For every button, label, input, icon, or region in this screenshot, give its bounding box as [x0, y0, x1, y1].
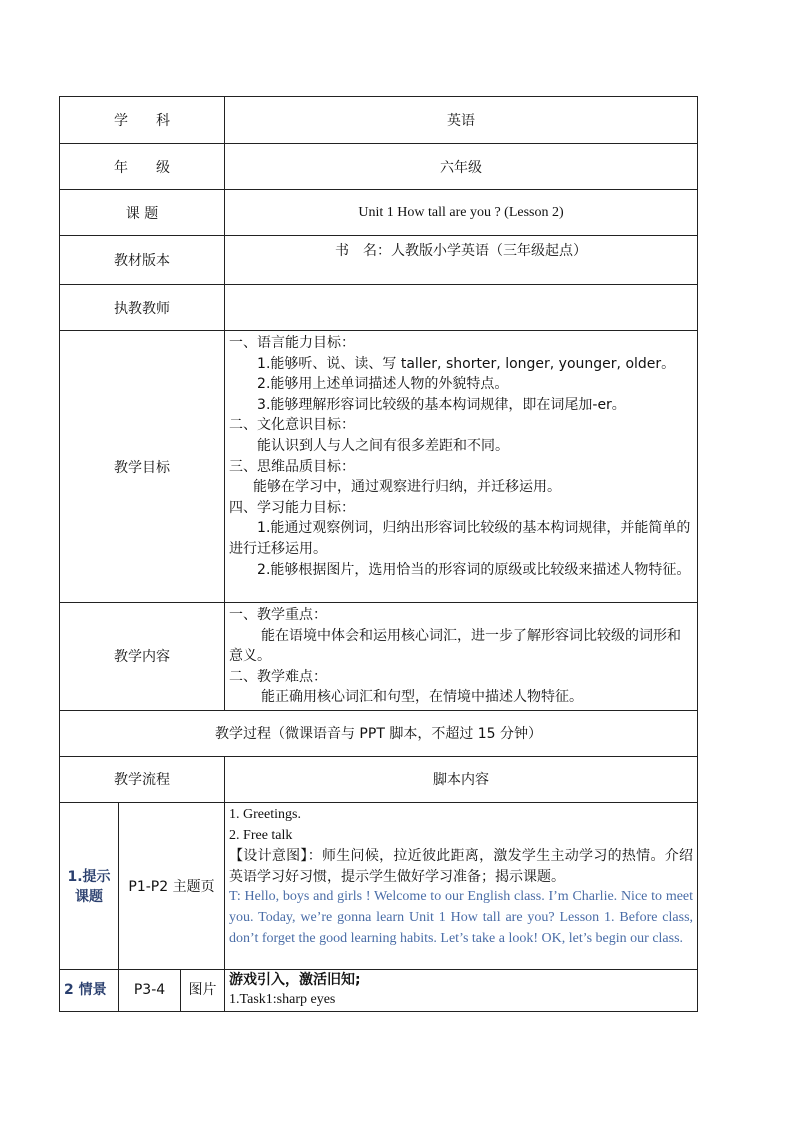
objectives-line: 二、文化意识目标： — [229, 417, 356, 434]
content-line: 能在语境中体会和运用核心词汇，进一步了解形容词比较级的词形和意义。 — [229, 627, 682, 665]
subject-value: 英语 — [225, 97, 698, 144]
topic-value: Unit 1 How tall are you ? (Lesson 2) — [225, 190, 698, 236]
step1-pages: P1-P2 主题页 — [119, 802, 225, 969]
teacher-label: 执教教师 — [60, 285, 225, 331]
textbook-label: 教材版本 — [60, 236, 225, 285]
row-grade — [60, 144, 698, 190]
step2-line: 1.Task1:sharp eyes — [229, 991, 336, 1007]
step1-line: 2. Free talk — [229, 827, 293, 843]
objectives-label: 教学目标 — [60, 331, 225, 603]
objectives-line: 1.能通过观察例词，归纳出形容词比较级的基本构词规律，并能简单的进行迁移运用。 — [229, 520, 691, 557]
row-process-title — [60, 710, 698, 756]
grade-label: 年 级 — [60, 144, 225, 190]
step1-design-intent: 【设计意图】：师生问候，拉近彼此距离，激发学生主动学习的热情。介绍英语学习好习惯，提示学生做好学习准备；揭示课题。 — [229, 848, 694, 885]
step2-script — [225, 969, 698, 1011]
step1-line: 1. Greetings. — [229, 806, 301, 822]
row-topic — [60, 190, 698, 236]
objectives-line: 2.能够用上述单词描述人物的外貌特点。 — [257, 376, 509, 393]
content-line: 能正确用核心词汇和句型，在情境中描述人物特征。 — [261, 689, 584, 706]
step1-stage: 1.提示课题 — [60, 802, 119, 969]
step2-pages: P3-4 — [119, 969, 181, 1011]
row-textbook — [60, 236, 698, 285]
lesson-plan-table — [59, 96, 698, 1012]
subject-label: 学 科 — [60, 97, 225, 144]
objectives-line: 一、语言能力目标： — [229, 335, 356, 351]
textbook-value: 书 名：人教版小学英语（三年级起点） — [225, 236, 698, 285]
lesson-plan-sheet — [59, 96, 697, 1012]
script-header: 脚本内容 — [225, 756, 698, 802]
objectives-line: 四、学习能力目标： — [229, 499, 356, 516]
objectives-line: 1.能够听、说、读、写 taller, shorter, longer, younger, older。 — [257, 355, 676, 372]
objectives-content — [225, 331, 698, 603]
step2-heading: 游戏引入，激活旧知; — [229, 971, 361, 988]
row-step-1 — [60, 802, 698, 969]
content-line: 二、教学难点： — [229, 668, 328, 685]
row-subject — [60, 97, 698, 144]
objectives-line: 3.能够理解形容词比较级的基本构词规律，即在词尾加-er。 — [257, 396, 626, 413]
row-content — [60, 603, 698, 711]
topic-label: 课 题 — [60, 190, 225, 236]
step2-type: 图片 — [181, 969, 225, 1011]
objectives-line: 三、思维品质目标： — [229, 458, 356, 475]
content-body — [225, 603, 698, 711]
grade-value: 六年级 — [225, 144, 698, 190]
objectives-line: 能够在学习中，通过观察进行归纳，并迁移运用。 — [253, 479, 562, 496]
row-objectives — [60, 331, 698, 603]
row-process-headers — [60, 756, 698, 802]
step2-stage: 2 情景 — [60, 969, 119, 1011]
row-step-2 — [60, 969, 698, 1011]
content-line: 一、教学重点： — [229, 607, 328, 623]
row-teacher — [60, 285, 698, 331]
objectives-line: 2.能够根据图片，选用恰当的形容词的原级或比较级来描述人物特征。 — [257, 561, 691, 578]
teacher-value — [225, 285, 698, 331]
step1-script — [225, 802, 698, 969]
process-title: 教学过程（微课语音与 PPT 脚本，不超过 15 分钟） — [60, 710, 698, 756]
step1-dialogue: T: Hello, boys and girls ! Welcome to our English class. I’m Charlie. Nice to meet you. Today, we’re gonna learn Unit 1 How tall are you? Lesson 1. Before class, don’t forget the good learning habits. Let’s take a look! OK, let’s begin our class. — [229, 889, 694, 946]
objectives-line: 能认识到人与人之间有很多差距和不同。 — [257, 437, 510, 454]
content-label: 教学内容 — [60, 603, 225, 711]
flow-header: 教学流程 — [60, 756, 225, 802]
